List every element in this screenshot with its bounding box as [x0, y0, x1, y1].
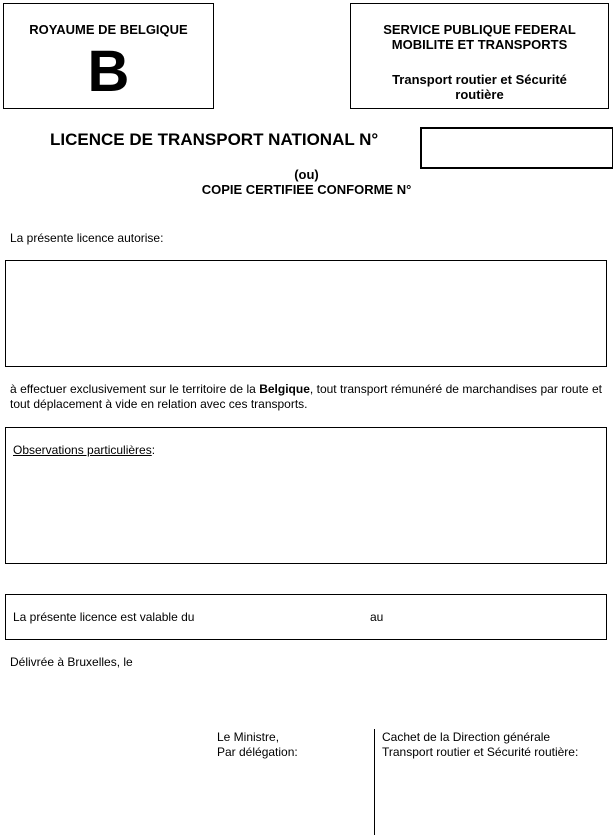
country-box: [3, 3, 214, 109]
directorate-line1: Transport routier et Sécurité: [392, 72, 567, 87]
scope-country: Belgique: [259, 382, 310, 396]
observations-field[interactable]: [5, 427, 607, 564]
directorate-line2: routière: [455, 87, 504, 102]
observations-label: [13, 443, 155, 457]
stamp-label-line1: Cachet de la Direction générale: [382, 730, 551, 744]
signature-divider: [374, 729, 375, 835]
minister-delegation: Par délégation:: [217, 745, 298, 759]
certified-copy-title: COPIE CERTIFIEE CONFORME N°: [201, 182, 412, 197]
service-name-line1: SERVICE PUBLIQUE FEDERAL: [383, 22, 576, 37]
service-box: [350, 3, 609, 109]
scope-text-after: , tout transport rémunéré de marchandises par route et tout déplacement à vide en relation avec ces transports.: [10, 382, 602, 411]
observations-label-text: Observations particulières: [13, 443, 152, 457]
scope-paragraph: [10, 382, 602, 412]
authorise-label: La présente licence autorise:: [10, 231, 164, 245]
licence-number-field[interactable]: [420, 127, 613, 169]
licence-title: LICENCE DE TRANSPORT NATIONAL N°: [50, 130, 379, 149]
scope-text-before: à effectuer exclusivement sur le territoire de la: [10, 382, 260, 396]
validity-from-label: La présente licence est valable du: [13, 610, 195, 624]
or-label: (ou): [294, 167, 319, 182]
validity-field[interactable]: [5, 594, 607, 640]
holder-field[interactable]: [5, 260, 607, 367]
country-code: B: [87, 39, 130, 104]
observations-label-colon: :: [151, 443, 156, 457]
service-name-line2: MOBILITE ET TRANSPORTS: [391, 37, 568, 52]
stamp-label-line2: Transport routier et Sécurité routière:: [382, 745, 579, 759]
minister-title: Le Ministre,: [217, 730, 280, 744]
validity-to-label: au: [370, 610, 384, 624]
country-title: ROYAUME DE BELGIQUE: [29, 22, 188, 37]
issued-at-label: Délivrée à Bruxelles, le: [10, 655, 133, 669]
